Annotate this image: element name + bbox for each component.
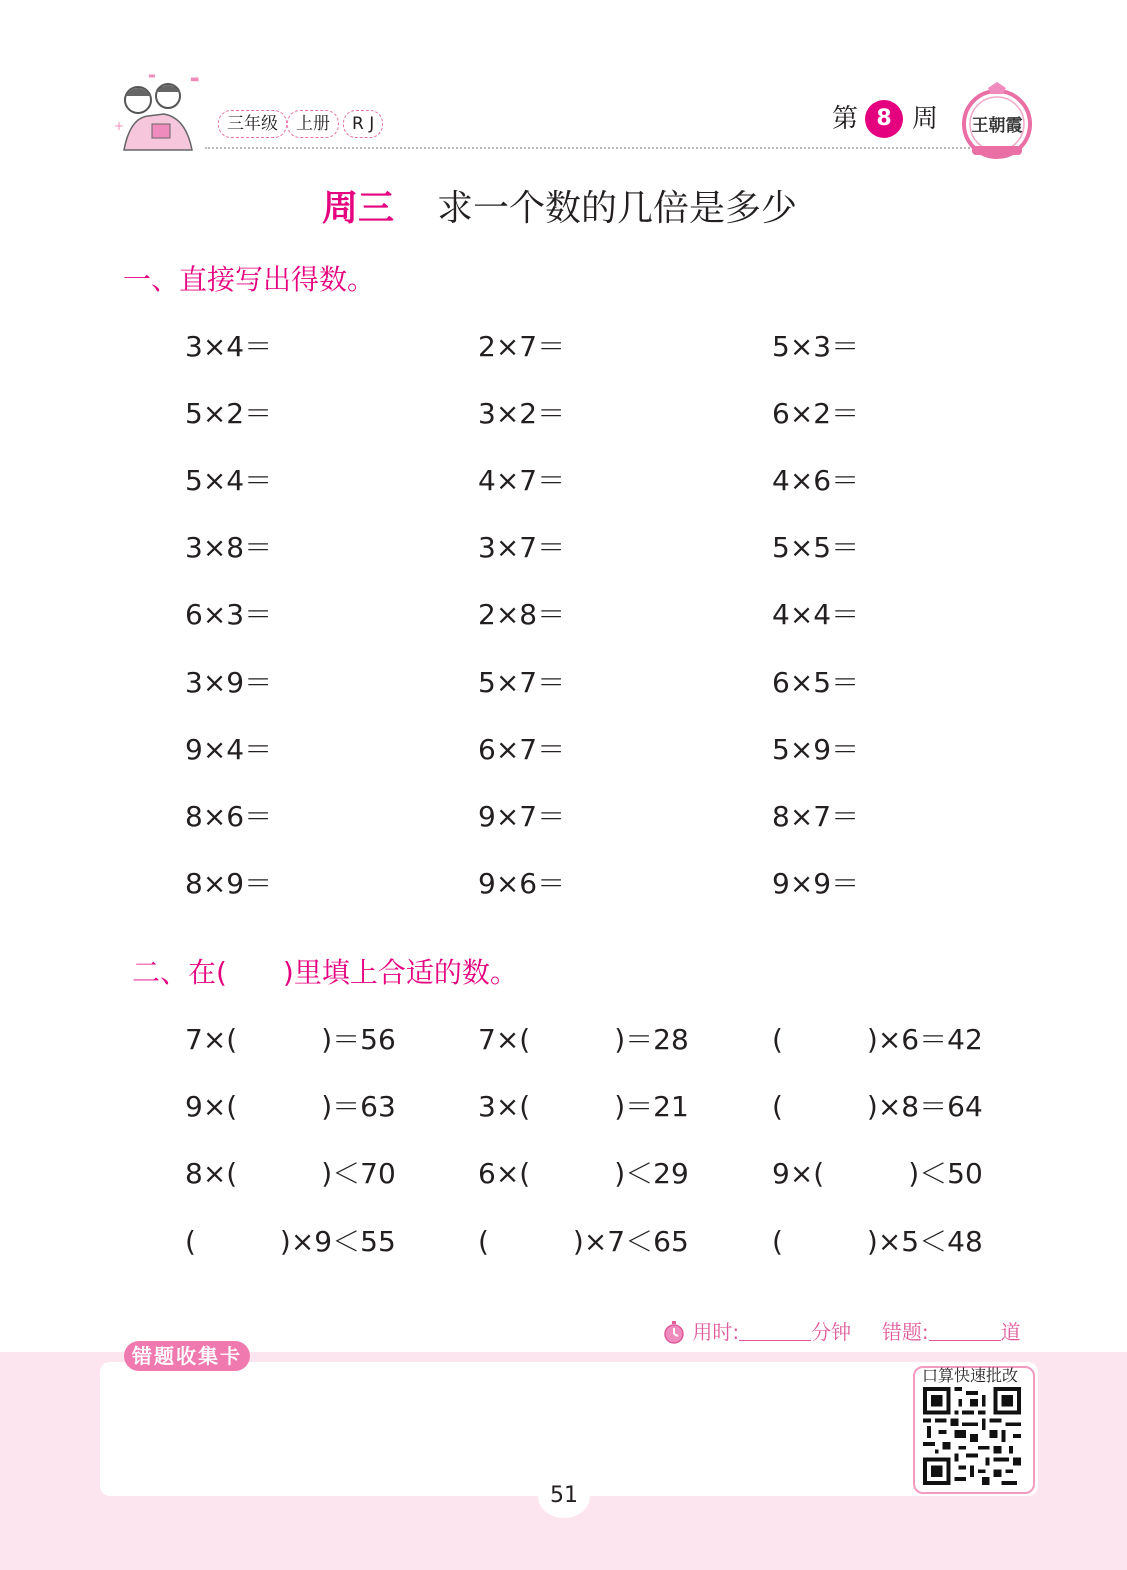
exercise-cell: 8×9＝ — [185, 867, 273, 900]
exercise-cell: 2×7＝ — [478, 330, 566, 363]
exercise-cell: 5×4＝ — [185, 464, 273, 497]
exercise-cell: 5×2＝ — [185, 397, 273, 430]
errors-blank[interactable] — [929, 1322, 1001, 1341]
exercise-cell: 9×7＝ — [478, 800, 566, 833]
fill-blank-cell: 8×( )＜70 — [185, 1157, 396, 1190]
fill-blank-cell: 7×( )＝28 — [478, 1023, 689, 1056]
exercise-cell: 8×6＝ — [185, 800, 273, 833]
fill-blank-cell: ( )×9＜55 — [185, 1225, 396, 1258]
fill-blank-cell: ( )×8＝64 — [772, 1090, 983, 1123]
page-number: 51 — [538, 1474, 590, 1518]
exercise-cell: 3×7＝ — [478, 531, 566, 564]
errors-unit: 道 — [1000, 1320, 1021, 1344]
exercise-cell: 9×6＝ — [478, 867, 566, 900]
errors-label: 错题: — [881, 1320, 929, 1344]
fill-blank-cell: 6×( )＜29 — [478, 1157, 689, 1190]
brand-stamp-logo — [958, 80, 1036, 160]
timer-row — [662, 1318, 1021, 1346]
week-prefix: 第 — [832, 104, 859, 134]
time-label: 用时: — [692, 1320, 740, 1344]
exercise-cell: 4×4＝ — [772, 598, 860, 631]
section2-heading: 二、在( )里填上合适的数。 — [132, 956, 518, 989]
exercise-cell: 3×4＝ — [185, 330, 273, 363]
qr-code-icon[interactable] — [922, 1387, 1022, 1485]
exercise-cell: 5×9＝ — [772, 733, 860, 766]
exercise-cell: 6×2＝ — [772, 397, 860, 430]
fill-blank-cell: ( )×6＝42 — [772, 1023, 983, 1056]
exercise-cell: 3×8＝ — [185, 531, 273, 564]
exercise-cell: 3×2＝ — [478, 397, 566, 430]
page-title-topic: 求一个数的几倍是多少 — [437, 188, 798, 229]
week-number-badge: 8 — [865, 100, 903, 138]
exercise-cell: 4×7＝ — [478, 464, 566, 497]
fill-blank-cell: 9×( )＝63 — [185, 1090, 396, 1123]
exercise-cell: 5×3＝ — [772, 330, 860, 363]
fill-blank-cell: 7×( )＝56 — [185, 1023, 396, 1056]
exercise-cell: 6×7＝ — [478, 733, 566, 766]
exercise-cell: 6×3＝ — [185, 598, 273, 631]
svg-text:▬: ▬ — [190, 74, 200, 85]
svg-text:▬: ▬ — [148, 71, 156, 80]
exercise-cell: 3×9＝ — [185, 666, 273, 699]
time-blank[interactable] — [739, 1322, 811, 1341]
grade-tag: 三年级 — [218, 110, 287, 138]
exercise-cell: 5×7＝ — [478, 666, 566, 699]
svg-text:+: + — [114, 119, 125, 133]
exercise-cell: 2×8＝ — [478, 598, 566, 631]
error-collection-label: 错题收集卡 — [124, 1341, 250, 1371]
exercise-cell: 5×5＝ — [772, 531, 860, 564]
edition-tag: R J — [343, 110, 383, 138]
exercise-cell: 6×5＝ — [772, 666, 860, 699]
page-title-day: 周三 — [322, 188, 395, 229]
fill-blank-cell: 9×( )＜50 — [772, 1157, 983, 1190]
volume-tag: 上册 — [287, 110, 339, 138]
exercise-cell: 4×6＝ — [772, 464, 860, 497]
header-divider — [205, 147, 970, 149]
section1-heading: 一、直接写出得数。 — [123, 263, 376, 296]
exercise-cell: 9×9＝ — [772, 867, 860, 900]
fill-blank-cell: ( )×7＜65 — [478, 1225, 689, 1258]
fill-blank-cell: 3×( )＝21 — [478, 1090, 689, 1123]
exercise-cell: 9×4＝ — [185, 733, 273, 766]
time-unit: 分钟 — [811, 1320, 852, 1344]
qr-caption: 口算快速批改 — [922, 1366, 1019, 1385]
fill-blank-cell: ( )×5＜48 — [772, 1225, 983, 1258]
week-suffix: 周 — [912, 104, 939, 134]
svg-text:王朝霞: 王朝霞 — [971, 116, 1023, 136]
children-illustration — [108, 70, 208, 154]
stopwatch-icon — [662, 1320, 686, 1344]
exercise-cell: 8×7＝ — [772, 800, 860, 833]
